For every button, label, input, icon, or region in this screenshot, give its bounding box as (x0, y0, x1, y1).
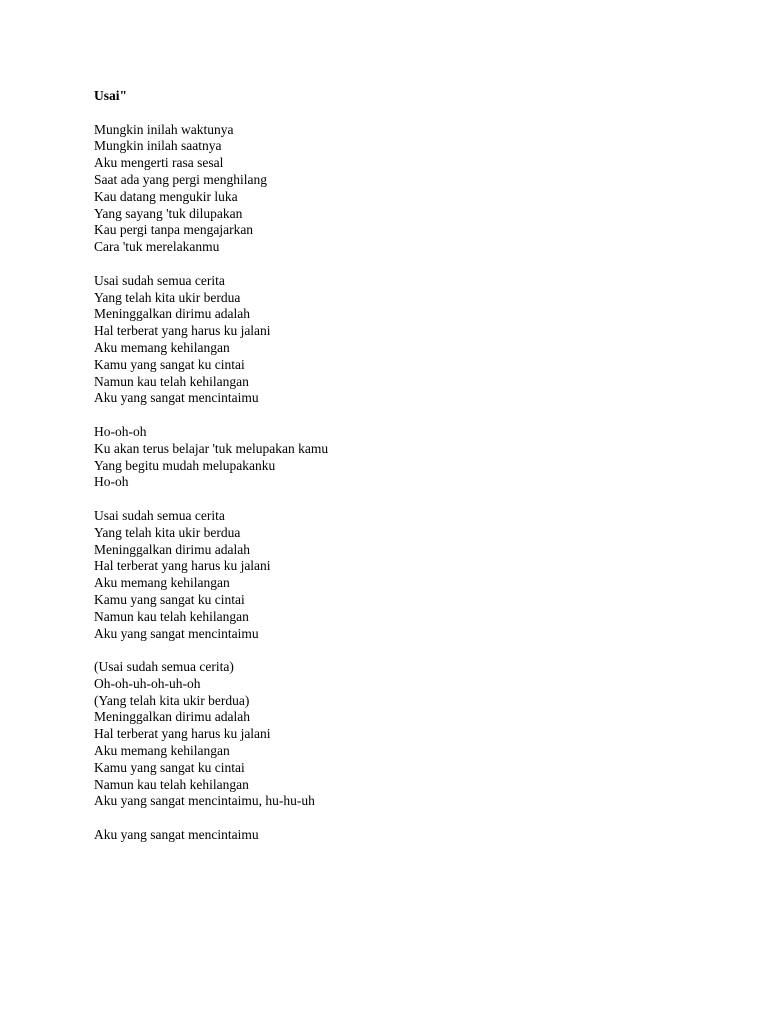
song-title: Usai" (94, 88, 127, 103)
lyric-line: Kau pergi tanpa mengajarkan (94, 222, 254, 238)
lyric-line: Yang telah kita ukir berdua (94, 524, 241, 540)
lyric-line: Meninggalkan dirimu adalah (94, 541, 250, 557)
stanza-5 (94, 659, 714, 810)
lyric-line: Hal terberat yang harus ku jalani (94, 726, 271, 742)
lyric-line: Kau datang mengukir luka (94, 188, 238, 204)
lyric-line: Saat ada yang pergi menghilang (94, 171, 267, 187)
lyric-line: Yang sayang 'tuk dilupakan (94, 205, 243, 221)
lyric-line: Aku yang sangat mencintaimu (94, 827, 259, 843)
lyric-line: Cara 'tuk merelakanmu (94, 239, 220, 255)
lyric-line: Aku yang sangat mencintaimu (94, 625, 259, 641)
stanza-1 (94, 122, 714, 256)
lyric-line: Ho-oh-oh (94, 423, 147, 439)
lyric-line: Hal terberat yang harus ku jalani (94, 323, 271, 339)
lyric-line: Aku memang kehilangan (94, 339, 230, 355)
lyric-line: Namun kau telah kehilangan (94, 608, 249, 624)
lyric-line: Ku akan terus belajar 'tuk melupakan kamu (94, 440, 329, 456)
document-page (94, 88, 714, 861)
stanza-6 (94, 827, 714, 844)
stanza-2 (94, 273, 714, 407)
lyric-line: Hal terberat yang harus ku jalani (94, 558, 271, 574)
lyric-line: Mungkin inilah saatnya (94, 138, 222, 154)
lyric-line: Kamu yang sangat ku cintai (94, 759, 245, 775)
stanza-4 (94, 508, 714, 642)
stanza-3 (94, 424, 714, 491)
lyric-line: Yang begitu mudah melupakanku (94, 457, 276, 473)
lyric-line: (Usai sudah semua cerita) (94, 659, 234, 675)
lyric-line: Aku mengerti rasa sesal (94, 155, 224, 171)
lyric-line: Ho-oh (94, 474, 129, 490)
lyric-line: Namun kau telah kehilangan (94, 373, 249, 389)
lyric-line: (Yang telah kita ukir berdua) (94, 692, 250, 708)
lyric-line: Aku yang sangat mencintaimu, hu-hu-uh (94, 793, 315, 809)
lyric-line: Namun kau telah kehilangan (94, 776, 249, 792)
lyric-line: Meninggalkan dirimu adalah (94, 306, 250, 322)
lyric-line: Usai sudah semua cerita (94, 272, 225, 288)
lyric-line: Aku memang kehilangan (94, 575, 230, 591)
lyric-line: Usai sudah semua cerita (94, 507, 225, 523)
lyric-line: Aku memang kehilangan (94, 743, 230, 759)
lyric-line: Meninggalkan dirimu adalah (94, 709, 250, 725)
lyric-line: Mungkin inilah waktunya (94, 121, 234, 137)
lyric-line: Oh-oh-uh-oh-uh-oh (94, 675, 201, 691)
lyric-line: Kamu yang sangat ku cintai (94, 356, 245, 372)
lyric-line: Yang telah kita ukir berdua (94, 289, 241, 305)
lyric-line: Kamu yang sangat ku cintai (94, 591, 245, 607)
lyric-line: Aku yang sangat mencintaimu (94, 390, 259, 406)
